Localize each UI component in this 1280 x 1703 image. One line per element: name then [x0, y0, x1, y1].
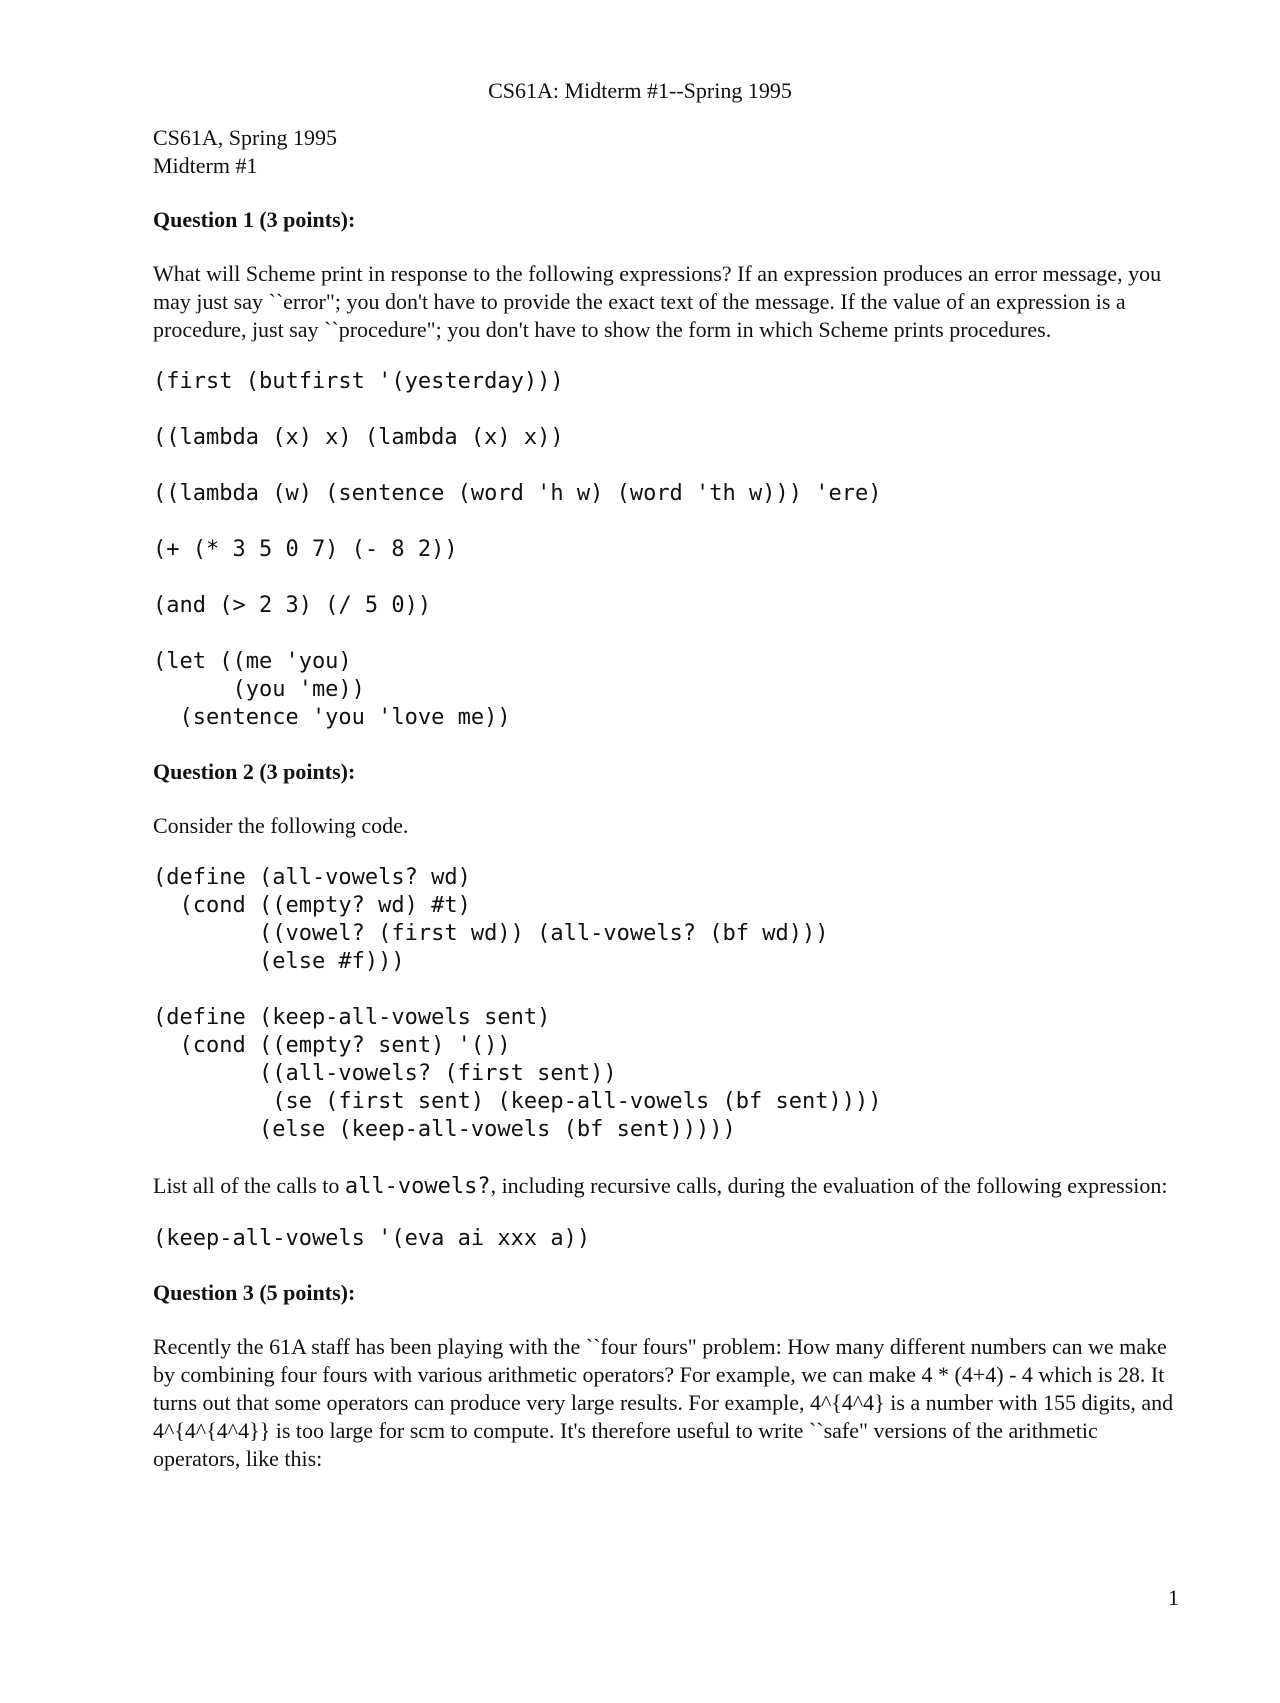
inline-code-all-vowels: all-vowels?	[344, 1174, 491, 1199]
q2-expression: (keep-all-vowels '(eva ai xxx a))	[153, 1226, 591, 1251]
page-number: 1	[1168, 1585, 1179, 1610]
exam-title: Midterm #1	[153, 153, 258, 178]
keep-all-vowels-definition: (define (keep-all-vowels sent) (cond ((empty? sent) '()) ((all-vowels? (first sent)) (se (first sent) (keep-all-vowels (bf sent)))) (else (keep-all-vowels (bf sent)))))	[153, 1005, 882, 1142]
q1-expression-1: (first (butfirst '(yesterday)))	[153, 369, 564, 394]
document-body	[153, 124, 1188, 1497]
question-2-intro: Consider the following code.	[153, 813, 409, 838]
prompt-suffix: , including recursive calls, during the evaluation of the following expression:	[490, 1173, 1168, 1198]
prompt-prefix: List all of the calls to	[153, 1173, 345, 1198]
course-title: CS61A, Spring 1995	[153, 125, 337, 150]
q1-expression-3: ((lambda (w) (sentence (word 'h w) (word 'th w))) 'ere)	[153, 481, 882, 506]
page-header-title: CS61A: Midterm #1--Spring 1995	[488, 78, 792, 103]
q1-expression-2: ((lambda (x) x) (lambda (x) x))	[153, 425, 564, 450]
all-vowels-definition: (define (all-vowels? wd) (cond ((empty? wd) #t) ((vowel? (first wd)) (all-vowels? (bf wd))) (else #f)))	[153, 865, 829, 974]
q1-expression-4: (+ (* 3 5 0 7) (- 8 2))	[153, 537, 458, 562]
question-3-heading: Question 3 (5 points):	[153, 1280, 356, 1305]
question-1-instructions: What will Scheme print in response to the following expressions? If an expression produces an error message, you may just say ``error"; you don't have to provide the exact text of the message. If the value of an expression is a procedure, just say ``procedure"; you don't have to show the form in which Scheme prints procedures.	[153, 261, 1162, 342]
question-3-text: Recently the 61A staff has been playing with the ``four fours" problem: How many different numbers can we make by combining four fours with various arithmetic operators? For example, we can make 4 * (4+4) - 4 which is 28. It turns out that some operators can produce very large results. For example, 4^{4^4} is a number with 155 digits, and 4^{4^{4^4}} is too large for scm to compute. It's therefore useful to write ``safe" versions of the arithmetic operators, like this:	[153, 1334, 1174, 1471]
question-2-prompt	[153, 1172, 1188, 1201]
q1-expression-6: (let ((me 'you) (you 'me)) (sentence 'you 'love me))	[153, 649, 511, 730]
question-1-heading: Question 1 (3 points):	[153, 207, 356, 232]
q1-expression-5: (and (> 2 3) (/ 5 0))	[153, 593, 432, 618]
question-2-heading: Question 2 (3 points):	[153, 759, 356, 784]
